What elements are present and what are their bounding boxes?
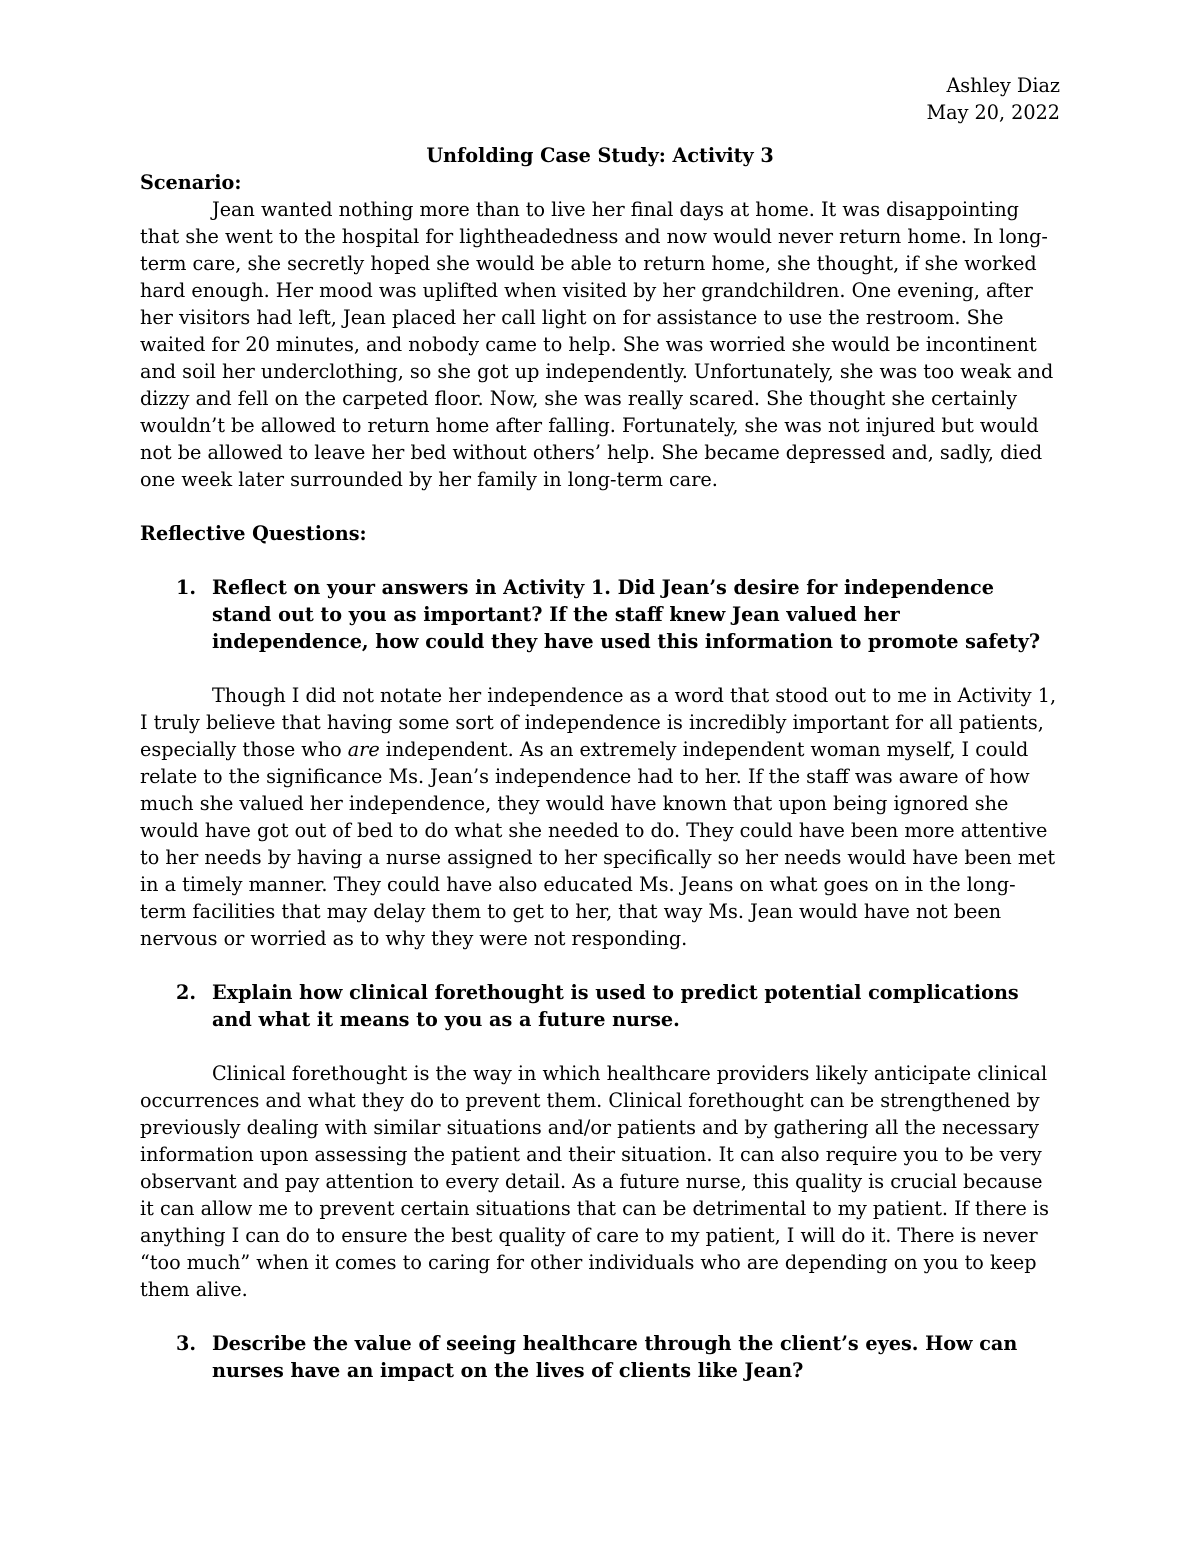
- question-list: [140, 574, 1060, 1384]
- spacer: [140, 1303, 1060, 1330]
- spacer: [140, 493, 1060, 520]
- question-number: 2.: [176, 981, 197, 1004]
- question-number: 3.: [176, 1332, 197, 1355]
- scenario-heading: Scenario:: [140, 171, 242, 194]
- answer-text: Clinical forethought is the way in which healthcare providers likely anticipate clinical occurrences and what they do to prevent them. Clinical forethought can be strengthened by previously dealing with similar situations and/or patients and by gathering all the necessary information upon assessing the patient and their situation. It can also require you to be very observant and pay attention to every detail. As a future nurse, this quality is crucial because it can allow me to prevent certain situations that can be detrimental to my patient. If there is anything I can do to ensure the best quality of care to my patient, I will do it. There is never “too much” when it comes to caring for other individuals who are depending on you to keep them alive.: [140, 1062, 1049, 1301]
- question-1: [140, 574, 1060, 655]
- answer-2: [140, 1060, 1060, 1303]
- question-text: Reflect on your answers in Activity 1. Did Jean’s desire for independence stand out to you as important? If the staff knew Jean valued her independence, how could they have used this information to promote safety?: [212, 576, 1041, 653]
- question-item-3: [140, 1330, 1060, 1384]
- spacer: [140, 1033, 1060, 1060]
- document-date: May 20, 2022: [926, 101, 1060, 124]
- answer-1: [140, 682, 1060, 952]
- question-2: [140, 979, 1060, 1033]
- question-text: Describe the value of seeing healthcare through the client’s eyes. How can nurses have an impact on the lives of clients like Jean?: [212, 1332, 1018, 1382]
- spacer: [140, 952, 1060, 979]
- answer-text: independent. As an extremely independent woman myself, I could relate to the significance Ms. Jean’s independence had to her. If the staff was aware of how much she valued her independence, they would have known that upon being ignored she would have got out of bed to do what she needed to do. They could have been more attentive to her needs by having a nurse assigned to her specifically so her needs would have been met in a timely manner. They could have also educated Ms. Jeans on what goes on in the long-term facilities that may delay them to get to her, that way Ms. Jean would have not been nervous or worried as to why they were not responding.: [140, 738, 1056, 950]
- document-content: [140, 72, 1060, 1384]
- question-item-1: [140, 574, 1060, 979]
- scenario-text: Jean wanted nothing more than to live her final days at home. It was disappointing that she went to the hospital for lightheadedness and now would never return home. In long-term care, she secretly hoped she would be able to return home, she thought, if she worked hard enough. Her mood was uplifted when visited by her grandchildren. One evening, after her visitors had left, Jean placed her call light on for assistance to use the restroom. She waited for 20 minutes, and nobody came to help. She was worried she would be incontinent and soil her underclothing, so she got up independently. Unfortunately, she was too weak and dizzy and fell on the carpeted floor. Now, she was really scared. She thought she certainly wouldn’t be allowed to return home after falling. Fortunately, she was not injured but would not be allowed to leave her bed without others’ help. She became depressed and, sadly, died one week later surrounded by her family in long-term care.: [140, 198, 1054, 491]
- question-3: [140, 1330, 1060, 1384]
- reflective-heading: Reflective Questions:: [140, 522, 367, 545]
- author-name: Ashley Diaz: [946, 74, 1060, 97]
- answer-emphasis: are: [347, 738, 380, 761]
- document-title: Unfolding Case Study: Activity 3: [426, 144, 774, 167]
- spacer: [140, 547, 1060, 574]
- question-item-2: [140, 979, 1060, 1330]
- answer-text: Though I did not notate her independence as a word that stood out to me in Activity 1, I truly believe that having some sort of independence is incredibly important for all patients, especially those who: [140, 684, 1057, 761]
- question-number: 1.: [176, 576, 197, 599]
- spacer: [140, 655, 1060, 682]
- question-text: Explain how clinical forethought is used to predict potential complications and what it means to you as a future nurse.: [212, 981, 1019, 1031]
